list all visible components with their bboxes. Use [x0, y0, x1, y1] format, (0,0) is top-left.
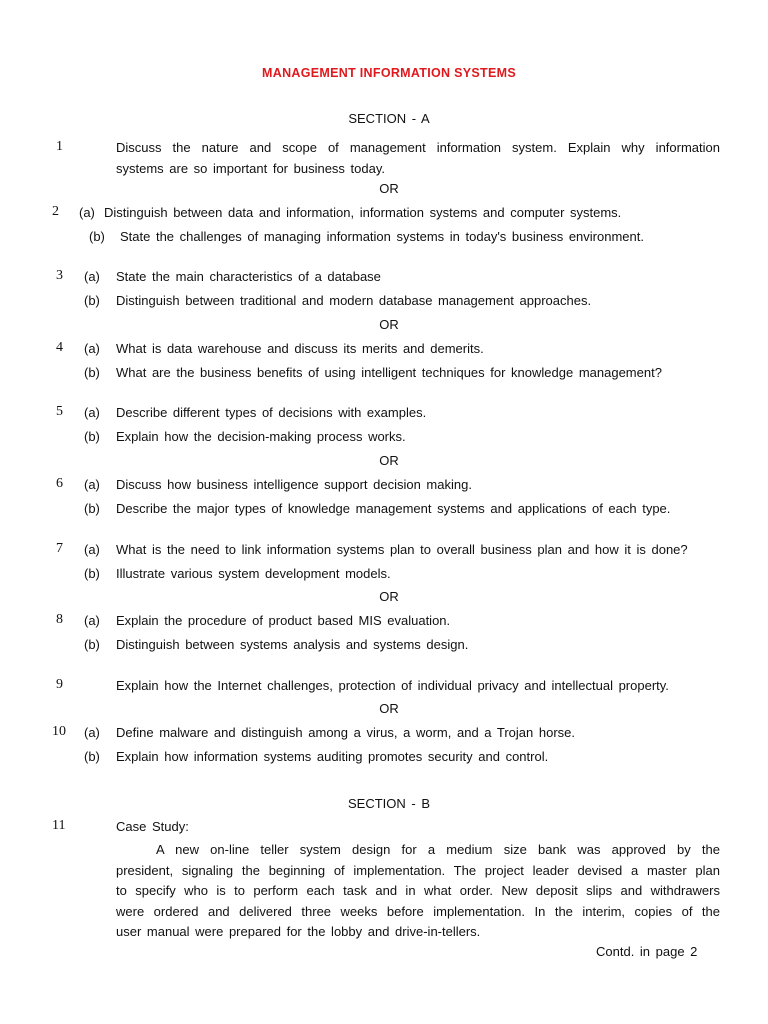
question-text: Explain how the Internet challenges, protection of individual privacy and intellectual property. — [116, 678, 669, 693]
question-text: Illustrate various system development models. — [116, 566, 391, 581]
or-separator: OR — [379, 317, 399, 332]
question-text: systems are so important for business today. — [116, 161, 385, 176]
question-text: Explain the procedure of product based MIS evaluation. — [116, 613, 451, 628]
question-text: What are the business benefits of using intelligent techniques for knowledge management? — [116, 365, 662, 380]
part-label: (a) — [84, 613, 100, 628]
case-study-line: to specify who is to perform each task and in what order. New deposit slips and withdrawers — [116, 883, 720, 898]
part-label: (a) — [84, 341, 100, 356]
question-text: State the main characteristics of a database — [116, 269, 381, 284]
question-number: 2 — [52, 204, 59, 219]
question-number: 4 — [56, 340, 63, 355]
question-text: Describe the major types of knowledge management systems and applications of each type. — [116, 501, 671, 516]
question-number: 8 — [56, 612, 63, 627]
part-label: (b) — [84, 566, 100, 581]
question-number: 9 — [56, 677, 63, 692]
or-separator: OR — [379, 453, 399, 468]
part-label: (a) — [84, 405, 100, 420]
part-label: (b) — [84, 429, 100, 444]
question-number: 10 — [52, 724, 66, 739]
part-label: (a) — [84, 542, 100, 557]
question-text: What is data warehouse and discuss its merits and demerits. — [116, 341, 484, 356]
continuation-note: Contd. in page 2 — [596, 944, 698, 959]
question-number: 5 — [56, 404, 63, 419]
question-number: 1 — [56, 139, 63, 154]
or-separator: OR — [379, 701, 399, 716]
part-label: (a) — [79, 205, 95, 220]
question-text: Explain how information systems auditing promotes security and control. — [116, 749, 549, 764]
document-title: MANAGEMENT INFORMATION SYSTEMS — [262, 66, 516, 80]
question-text: Distinguish between systems analysis and systems design. — [116, 637, 469, 652]
part-label: (b) — [84, 293, 100, 308]
case-study-line: A new on-line teller system design for a medium size bank was approved by the — [156, 842, 720, 857]
question-text: Distinguish between data and information, information systems and computer systems. — [104, 205, 622, 220]
question-number: 7 — [56, 541, 63, 556]
section-b-heading: SECTION - B — [347, 796, 430, 811]
case-study-heading: Case Study: — [116, 819, 189, 834]
question-number: 11 — [52, 818, 66, 833]
part-label: (b) — [84, 749, 100, 764]
part-label: (b) — [84, 501, 100, 516]
question-number: 6 — [56, 476, 63, 491]
question-text: Define malware and distinguish among a virus, a worm, and a Trojan horse. — [116, 725, 575, 740]
question-text: Discuss the nature and scope of management information system. Explain why information — [116, 140, 720, 155]
section-a-heading: SECTION - A — [348, 111, 430, 126]
case-study-line: president, signaling the beginning of implementation. The project leader devised a master plan — [116, 863, 720, 878]
case-study-line: were ordered and delivered three weeks before implementation. In the interim, copies of the — [116, 904, 720, 919]
or-separator: OR — [379, 181, 399, 196]
part-label: (a) — [84, 477, 100, 492]
question-text: Distinguish between traditional and modern database management approaches. — [116, 293, 592, 308]
part-label: (a) — [84, 725, 100, 740]
or-separator: OR — [379, 589, 399, 604]
question-text: Explain how the decision-making process works. — [116, 429, 406, 444]
question-text: What is the need to link information systems plan to overall business plan and how it is done? — [116, 542, 688, 557]
case-study-line: user manual were prepared for the lobby and drive-in-tellers. — [116, 924, 481, 939]
question-number: 3 — [56, 268, 63, 283]
question-text: Discuss how business intelligence support decision making. — [116, 477, 472, 492]
part-label: (b) — [89, 229, 105, 244]
question-text: State the challenges of managing information systems in today's business environment. — [120, 229, 644, 244]
part-label: (b) — [84, 637, 100, 652]
part-label: (b) — [84, 365, 100, 380]
question-text: Describe different types of decisions with examples. — [116, 405, 427, 420]
part-label: (a) — [84, 269, 100, 284]
